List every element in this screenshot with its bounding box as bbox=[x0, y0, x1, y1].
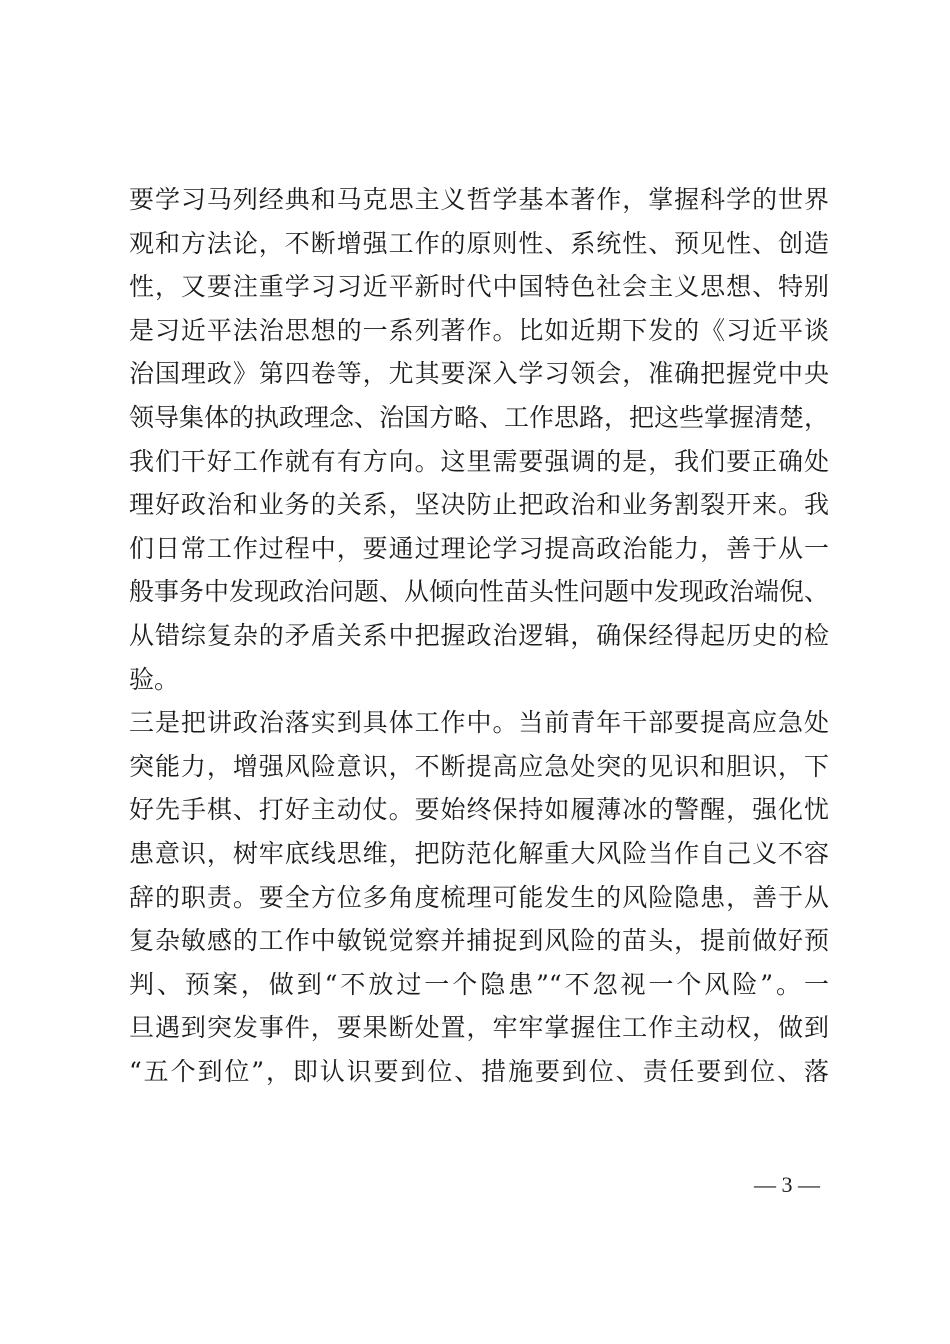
text-line: 理好政治和业务的关系，坚决防止把政治和业务割裂开来。我 bbox=[129, 490, 829, 520]
text-line: 突能力，增强风险意识，不断提高应急处突的见识和胆识，下 bbox=[129, 751, 829, 781]
text-line: 复杂敏感的工作中敏锐觉察并捕捉到风险的苗头，提前做好预 bbox=[129, 926, 829, 956]
text-line: 领导集体的执政理念、治国方略、工作思路，把这些掌握清楚， bbox=[129, 402, 830, 432]
text-line: “五个到位”，即认识要到位、措施要到位、责任要到位、落 bbox=[129, 1056, 829, 1086]
text-line: 要学习马列经典和马克思主义哲学基本著作，掌握科学的世界 bbox=[129, 185, 829, 214]
text-line: 判、预案，做到“不放过一个隐患”“不忽视一个风险”。一 bbox=[129, 969, 829, 999]
text-line: 从错综复杂的矛盾关系中把握政治逻辑，确保经得起历史的检 bbox=[129, 620, 829, 650]
text-line: 三是把讲政治落实到具体工作中。当前青年干部要提高应急处 bbox=[129, 708, 829, 738]
text-line: 们日常工作过程中，要通过理论学习提高政治能力，善于从一 bbox=[129, 533, 829, 563]
text-line: 验。 bbox=[129, 664, 180, 694]
text-line: 治国理政》第四卷等，尤其要深入学习领会，准确把握党中央 bbox=[129, 359, 829, 389]
text-line: 旦遇到突发事件，要果断处置，牢牢掌握住工作主动权，做到 bbox=[129, 1013, 829, 1043]
text-line: 我们干好工作就有有方向。这里需要强调的是，我们要正确处 bbox=[129, 446, 829, 476]
text-line: 患意识，树牢底线思维，把防范化解重大风险当作自己义不容 bbox=[129, 838, 829, 868]
page-number: — 3 — bbox=[754, 1172, 820, 1197]
text-line: 性，又要注重学习习近平新时代中国特色社会主义思想、特别 bbox=[129, 272, 829, 302]
text-line: 是习近平法治思想的一系列著作。比如近期下发的《习近平谈 bbox=[129, 315, 829, 345]
text-line: 辞的职责。要全方位多角度梳理可能发生的风险隐患，善于从 bbox=[129, 882, 829, 912]
text-line: 观和方法论，不断增强工作的原则性、系统性、预见性、创造 bbox=[129, 228, 829, 258]
document-body bbox=[129, 178, 829, 1093]
text-line: 好先手棋、打好主动仗。要始终保持如履薄冰的警醒，强化忧 bbox=[129, 795, 829, 825]
text-line: 般事务中发现政治问题、从倾向性苗头性问题中发现政治端倪、 bbox=[129, 577, 830, 607]
